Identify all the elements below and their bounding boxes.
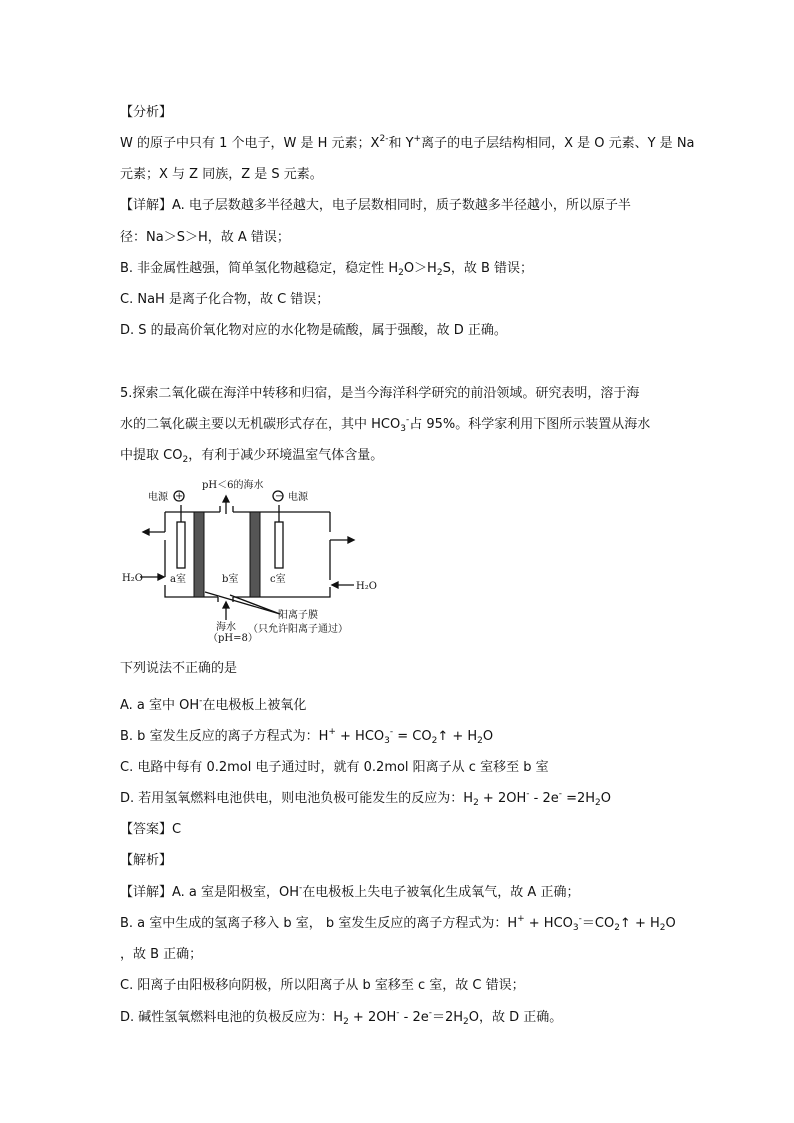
text-segment: C. NaH 是离子化合物，故 C 错误； [120,292,330,307]
text-segment: B. a 室中生成的氢离子移入 b 室， b 室发生反应的离子方程式为：H [120,916,518,931]
superscript: + [328,727,336,737]
text-segment: 【详解】A. 电子层数越多半径越大，电子层数相同时，质子数越多半径越小，所以原子半 [120,198,631,213]
text-segment: 径：Na＞S＞H，故 A 错误； [120,230,290,245]
superscript: - [405,415,410,425]
membrane-label: 阳离子膜 [278,610,318,621]
explanation-heading [120,852,172,870]
explanation-line [120,977,525,995]
explanation-line [120,1009,562,1027]
subscript: 2 [595,798,601,808]
text-segment: 【解析】 [120,853,173,868]
text-segment: 元素；X 与 Z 同族，Z 是 S 元素。 [120,167,323,182]
superscript: + [517,914,525,924]
question-stem [120,447,383,465]
subscript: 2 [463,1017,469,1027]
superscript: - [526,789,530,799]
text-segment: O，故 D 正确。 [468,1010,563,1025]
text-segment: ＝2H [431,1010,464,1025]
option-b [120,728,493,746]
room-c-label: c室 [270,574,286,585]
text-segment: + HCO [335,729,385,744]
text-segment: A. a 室中 OH [120,698,200,713]
superscript: - [558,789,562,799]
text-segment: 离子的电子层结构相同，X 是 O 元素、Y 是 Na [421,136,695,151]
subscript: 2 [436,268,443,278]
text-segment: 5.探索二氧化碳在海洋中转移和归宿，是当今海洋科学研究的前沿领域。研究表明，溶于海 [120,386,640,401]
text-segment: C. 电路中每有 0.2mol 电子通过时，就有 0.2mol 阳离子从 c 室移至 b 室 [120,760,549,775]
text-segment: + 2OH [478,791,527,806]
power-label-left: 电源 [148,492,168,503]
subscript: 2 [182,455,189,465]
text-segment: 【答案】C [120,822,182,837]
room-a-label: a室 [170,574,186,585]
detail-line [120,322,507,340]
text-segment: 在电极板上被氧化 [202,698,307,713]
detail-line [120,197,631,215]
text-segment: + 2OH [348,1010,397,1025]
h2o-inlet-left: H₂O [122,573,143,584]
text-segment: C. 阳离子由阳极移向阴极，所以阳离子从 b 室移至 c 室，故 C 错误； [120,978,525,993]
subscript: 2 [659,923,666,933]
superscript: - [428,1008,432,1018]
text-segment: ＝CO [581,916,615,931]
answer-line [120,821,181,839]
room-b-label: b室 [222,574,239,585]
text-segment: 水的二氧化碳主要以无机碳形式存在，其中 HCO [120,417,401,432]
outlet-label: pH＜6的海水 [202,480,264,491]
analysis-line [120,166,323,184]
subscript: 3 [384,736,390,746]
detail-line [120,260,533,278]
text-segment: 在电极板上失电子被氧化生成氧气，故 A 正确； [302,885,580,900]
detail-line [120,229,290,247]
detail-line [120,291,329,309]
text-segment: O [600,791,612,806]
text-segment: O [482,729,494,744]
text-segment: D. 若用氢氧燃料电池供电，则电池负极可能发生的反应为：H [120,791,474,806]
question-stem [120,416,650,434]
option-d [120,790,611,808]
membrane-left [194,512,204,597]
explanation-line [120,946,202,964]
text-segment: = CO [393,729,432,744]
membrane-note: （只允许阳离子通过） [248,624,348,635]
text-segment: =2H [561,791,596,806]
text-segment: 【详解】A. a 室是阳极室，OH [120,885,300,900]
text-segment: 下列说法不正确的是 [120,661,238,676]
membrane-right [250,512,260,597]
analysis-line [120,135,695,153]
explanation-line [120,915,676,933]
superscript: 2- [379,134,389,144]
question-stem [120,385,639,403]
electrolysis-diagram [110,470,377,644]
seawater-inlet-label: 海水 [216,622,236,633]
superscript: - [199,696,203,706]
power-label-right: 电源 [288,492,308,503]
question-prompt [120,660,237,678]
subscript: 2 [477,736,483,746]
option-a [120,697,306,715]
subscript: 3 [572,923,579,933]
superscript: - [396,1008,400,1018]
text-segment: 占 95%。科学家利用下图所示装置从海水 [409,417,651,432]
text-segment: ↑ + H [619,916,660,931]
subscript: 2 [398,268,404,278]
seawater-ph-label: （pH=8） [208,633,258,644]
text-segment: O＞H [403,261,437,276]
plus-icon: + [175,491,184,502]
superscript: + [413,134,422,144]
option-c [120,759,549,777]
analysis-heading: 【分析】 [120,105,173,120]
subscript: 2 [614,923,620,933]
text-segment: S，故 B 错误； [442,261,534,276]
explanation-line [120,884,579,902]
text-segment: 中提取 CO [120,448,183,463]
text-segment: ，有利于减少环境温室气体含量。 [188,448,384,463]
text-segment: W 的原子中只有 1 个电子，W 是 H 元素；X [120,136,380,151]
h2o-inlet-right: H₂O [356,581,377,592]
text-segment: - 2e [399,1010,429,1025]
text-segment: + HCO [524,916,573,931]
superscript: - [299,883,303,893]
text-segment: 和 Y [388,136,414,151]
text-segment: B. b 室发生反应的离子方程式为：H [120,729,329,744]
subscript: 2 [343,1017,349,1027]
text-segment: ↑ + H [437,729,478,744]
minus-icon: − [275,491,284,502]
superscript: - [578,914,582,924]
subscript: 2 [431,736,438,746]
text-segment: D. S 的最高价氧化物对应的水化物是硫酸，属于强酸，故 D 正确。 [120,323,507,338]
text-segment: - 2e [529,791,559,806]
text-segment: D. 碱性氢氧燃料电池的负极反应为：H [120,1010,344,1025]
subscript: 2 [473,798,479,808]
text-segment: B. 非金属性越强，简单氢化物越稳定，稳定性 H [120,261,399,276]
subscript: 3 [400,424,406,434]
text-segment: ，故 B 正确； [120,947,203,962]
superscript: - [389,727,394,737]
text-segment: O [665,916,676,931]
